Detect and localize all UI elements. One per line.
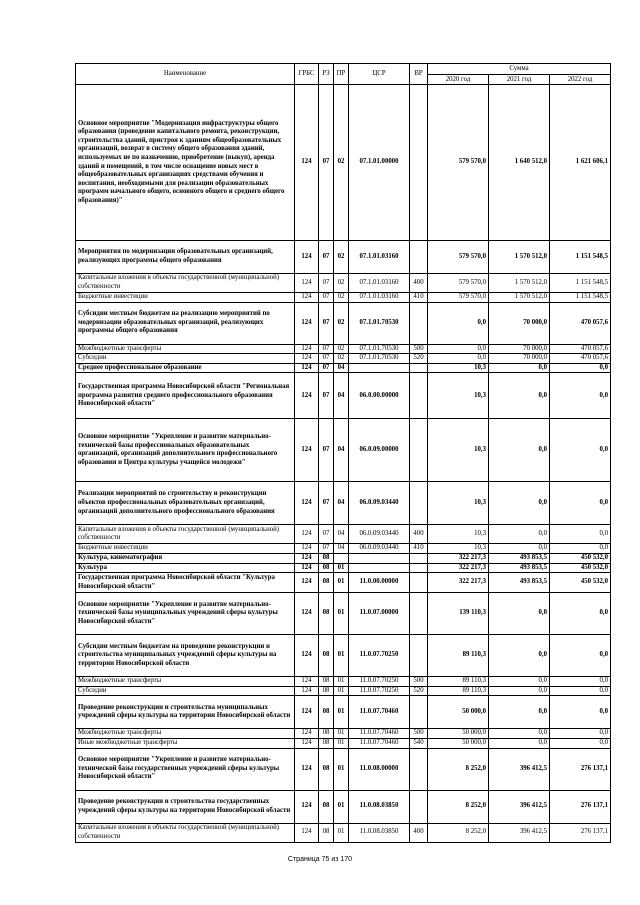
row-vr	[410, 373, 428, 419]
row-pr: 01	[334, 748, 349, 790]
row-csr: 07.1.01.70530	[349, 354, 410, 364]
row-pr: 02	[334, 293, 349, 303]
row-sum-2020: 50 000,0	[428, 696, 489, 729]
row-rz: 08	[319, 729, 334, 739]
row-name: Государственная программа Новосибирской области "Культура Новосибирской области"	[76, 573, 295, 593]
row-grbs: 124	[295, 738, 319, 748]
header-rz: РЗ	[319, 64, 334, 85]
row-grbs: 124	[295, 729, 319, 739]
row-sum-2020: 0,0	[428, 354, 489, 364]
table-row	[76, 274, 611, 293]
row-sum-2020: 322 217,3	[428, 573, 489, 593]
row-sum-2020: 89 110,3	[428, 635, 489, 677]
row-pr: 02	[334, 344, 349, 354]
row-grbs: 124	[295, 544, 319, 554]
row-csr: 11.0.07.70460	[349, 738, 410, 748]
table-row	[76, 738, 611, 748]
row-csr: 07.1.01.00000	[349, 85, 410, 241]
row-sum-2020: 579 570,0	[428, 241, 489, 274]
row-grbs: 124	[295, 748, 319, 790]
row-vr	[410, 696, 428, 729]
table-row	[76, 573, 611, 593]
table-row	[76, 482, 611, 525]
row-vr	[410, 635, 428, 677]
row-rz: 07	[319, 293, 334, 303]
row-rz: 07	[319, 344, 334, 354]
row-grbs: 124	[295, 419, 319, 482]
row-grbs: 124	[295, 241, 319, 274]
row-rz: 08	[319, 573, 334, 593]
row-name: Межбюджетные трансферты	[76, 677, 295, 687]
row-sum-2020: 322 217,3	[428, 553, 489, 563]
row-rz: 07	[319, 544, 334, 554]
row-sum-2021: 1 640 512,0	[489, 85, 550, 241]
table-row	[76, 790, 611, 823]
row-vr: 520	[410, 686, 428, 696]
row-rz: 08	[319, 696, 334, 729]
row-sum-2020: 10,3	[428, 525, 489, 544]
row-grbs: 124	[295, 823, 319, 842]
row-csr	[349, 553, 410, 563]
row-rz: 08	[319, 553, 334, 563]
row-sum-2021: 0,0	[489, 686, 550, 696]
row-vr: 410	[410, 544, 428, 554]
row-csr: 07.1.01.03160	[349, 293, 410, 303]
row-name: Субсидии	[76, 354, 295, 364]
row-sum-2022: 1 151 548,5	[550, 274, 611, 293]
table-row	[76, 635, 611, 677]
row-vr	[410, 573, 428, 593]
row-pr: 01	[334, 686, 349, 696]
table-row	[76, 241, 611, 274]
row-grbs: 124	[295, 363, 319, 373]
row-csr: 11.0.07.70250	[349, 686, 410, 696]
row-sum-2020: 8 252,0	[428, 748, 489, 790]
table-row	[76, 544, 611, 554]
row-grbs: 124	[295, 274, 319, 293]
header-name: Наименование	[76, 64, 295, 85]
row-sum-2021: 70 000,0	[489, 354, 550, 364]
table-row	[76, 302, 611, 344]
row-name: Субсидии местным бюджетам на реализацию мероприятий по модернизации образовательных организаций, реализующих программы общего образования	[76, 302, 295, 344]
row-vr: 400	[410, 823, 428, 842]
row-sum-2022: 0,0	[550, 696, 611, 729]
row-csr: 07.1.01.03160	[349, 241, 410, 274]
row-csr: 06.0.09.03440	[349, 482, 410, 525]
row-sum-2021: 0,0	[489, 635, 550, 677]
table-row	[76, 293, 611, 303]
row-sum-2022: 276 137,1	[550, 823, 611, 842]
row-grbs: 124	[295, 563, 319, 573]
row-vr: 540	[410, 738, 428, 748]
header-vr: ВР	[410, 64, 428, 85]
row-sum-2020: 579 570,0	[428, 293, 489, 303]
row-grbs: 124	[295, 344, 319, 354]
row-grbs: 124	[295, 373, 319, 419]
row-sum-2021: 0,0	[489, 363, 550, 373]
budget-table	[75, 63, 611, 843]
header-grbs: ГРБС	[295, 64, 319, 85]
row-grbs: 124	[295, 354, 319, 364]
row-name: Субсидии местным бюджетам на проведение реконструкции и строительства муниципальных учреждений сферы культуры на территории Новосибирской области	[76, 635, 295, 677]
row-name: Основное мероприятие "Укрепление и развитие материально-технической базы государственных учреждений сферы культуры Новосибирской области"	[76, 748, 295, 790]
row-sum-2020: 10,3	[428, 373, 489, 419]
row-pr: 01	[334, 563, 349, 573]
row-grbs: 124	[295, 302, 319, 344]
row-vr	[410, 593, 428, 635]
row-sum-2021: 396 412,5	[489, 748, 550, 790]
table-row	[76, 354, 611, 364]
row-vr	[410, 241, 428, 274]
row-sum-2022: 0,0	[550, 373, 611, 419]
row-vr	[410, 563, 428, 573]
row-sum-2022: 0,0	[550, 635, 611, 677]
row-pr: 01	[334, 790, 349, 823]
row-name: Проведение реконструкции и строительства государственных учреждений сферы культуры на территории Новосибирской области	[76, 790, 295, 823]
row-pr: 04	[334, 544, 349, 554]
row-vr: 500	[410, 344, 428, 354]
row-rz: 07	[319, 419, 334, 482]
row-name: Основное мероприятие "Модернизация инфраструктуры общего образования (проведение капитального ремонта, реконструкции, строительства зданий, пристроя к зданиям общеобразовательных организаций, возврат в систему общего образования зданий, используемых не по назначению, приобретение (выкуп), аренда зданий и помещений, в том числе оснащение новых мест в общеобразовательных организациях средствами обучения и воспитания, необходимыми для реализации образовательных программ начального общего, основного общего и среднего общего образования)"	[76, 85, 295, 241]
row-sum-2022: 0,0	[550, 419, 611, 482]
row-csr: 06.0.09.03440	[349, 525, 410, 544]
row-sum-2020: 579 570,0	[428, 85, 489, 241]
header-year-2022: 2022 год	[550, 74, 611, 85]
row-vr	[410, 482, 428, 525]
row-vr	[410, 85, 428, 241]
row-sum-2020: 50 000,0	[428, 738, 489, 748]
row-sum-2021: 493 853,5	[489, 553, 550, 563]
row-name: Капитальные вложения в объекты государственной (муниципальной) собственности	[76, 274, 295, 293]
table-body	[76, 85, 611, 843]
row-sum-2022: 470 057,6	[550, 354, 611, 364]
row-csr: 11.0.07.70460	[349, 729, 410, 739]
row-rz: 08	[319, 790, 334, 823]
row-sum-2022: 450 532,0	[550, 553, 611, 563]
row-name: Межбюджетные трансферты	[76, 344, 295, 354]
row-sum-2020: 10,3	[428, 363, 489, 373]
row-csr: 07.1.01.70530	[349, 344, 410, 354]
row-sum-2020: 10,3	[428, 482, 489, 525]
row-sum-2021: 1 570 512,0	[489, 274, 550, 293]
row-rz: 07	[319, 525, 334, 544]
row-sum-2022: 0,0	[550, 544, 611, 554]
row-name: Государственная программа Новосибирской области "Региональная программа развития среднего профессионального образования Новосибирской области"	[76, 373, 295, 419]
row-grbs: 124	[295, 677, 319, 687]
row-pr: 02	[334, 85, 349, 241]
row-vr: 410	[410, 293, 428, 303]
row-rz: 08	[319, 748, 334, 790]
row-pr: 02	[334, 274, 349, 293]
row-pr: 01	[334, 729, 349, 739]
row-name: Культура, кинематография	[76, 553, 295, 563]
row-sum-2022: 1 151 548,5	[550, 241, 611, 274]
table-row	[76, 748, 611, 790]
row-name: Среднее профессиональное образование	[76, 363, 295, 373]
row-name: Межбюджетные трансферты	[76, 729, 295, 739]
row-rz: 08	[319, 738, 334, 748]
row-name: Капитальные вложения в объекты государственной (муниципальной) собственности	[76, 823, 295, 842]
row-sum-2020: 0,0	[428, 302, 489, 344]
row-name: Бюджетные инвестиции	[76, 544, 295, 554]
row-rz: 07	[319, 373, 334, 419]
table-row	[76, 344, 611, 354]
row-sum-2021: 0,0	[489, 729, 550, 739]
row-sum-2021: 0,0	[489, 419, 550, 482]
row-sum-2021: 0,0	[489, 738, 550, 748]
row-vr	[410, 748, 428, 790]
row-sum-2021: 396 412,5	[489, 823, 550, 842]
row-sum-2020: 8 252,0	[428, 823, 489, 842]
row-pr: 04	[334, 482, 349, 525]
row-name: Капитальные вложения в объекты государственной (муниципальной) собственности	[76, 525, 295, 544]
row-rz: 07	[319, 354, 334, 364]
row-sum-2021: 0,0	[489, 373, 550, 419]
row-csr: 11.0.07.00000	[349, 593, 410, 635]
table-row	[76, 525, 611, 544]
row-pr: 01	[334, 573, 349, 593]
table-row	[76, 363, 611, 373]
table-row	[76, 686, 611, 696]
row-pr: 02	[334, 302, 349, 344]
row-grbs: 124	[295, 553, 319, 563]
table-row	[76, 553, 611, 563]
row-pr: 04	[334, 419, 349, 482]
row-csr: 06.0.09.00000	[349, 419, 410, 482]
row-sum-2021: 0,0	[489, 696, 550, 729]
row-vr: 500	[410, 677, 428, 687]
row-sum-2021: 1 570 512,0	[489, 241, 550, 274]
row-rz: 07	[319, 274, 334, 293]
header-csr: ЦСР	[349, 64, 410, 85]
row-sum-2022: 0,0	[550, 729, 611, 739]
row-name: Субсидии	[76, 686, 295, 696]
row-sum-2020: 10,3	[428, 544, 489, 554]
row-sum-2020: 139 110,3	[428, 593, 489, 635]
row-sum-2022: 276 137,1	[550, 748, 611, 790]
row-name: Реализация мероприятий по строительству и реконструкции объектов профессиональных образовательных организаций, организаций дополнительного профессионального образования	[76, 482, 295, 525]
row-pr: 01	[334, 635, 349, 677]
row-sum-2021: 493 853,5	[489, 573, 550, 593]
row-grbs: 124	[295, 696, 319, 729]
row-grbs: 124	[295, 635, 319, 677]
table-row	[76, 729, 611, 739]
row-pr: 01	[334, 823, 349, 842]
table-row	[76, 85, 611, 241]
row-sum-2021: 396 412,5	[489, 790, 550, 823]
row-csr: 11.0.00.00000	[349, 573, 410, 593]
row-csr: 11.0.08.03850	[349, 823, 410, 842]
row-pr: 01	[334, 738, 349, 748]
row-vr	[410, 553, 428, 563]
row-grbs: 124	[295, 686, 319, 696]
row-csr: 11.0.08.03850	[349, 790, 410, 823]
row-sum-2021: 1 570 512,0	[489, 293, 550, 303]
row-grbs: 124	[295, 593, 319, 635]
table-row	[76, 419, 611, 482]
row-sum-2022: 0,0	[550, 482, 611, 525]
row-name: Иные межбюджетные трансферты	[76, 738, 295, 748]
row-rz: 07	[319, 363, 334, 373]
page-footer: Страница 75 из 170	[287, 856, 353, 863]
row-grbs: 124	[295, 525, 319, 544]
row-sum-2022: 1 621 606,1	[550, 85, 611, 241]
row-sum-2020: 0,0	[428, 344, 489, 354]
row-csr: 11.0.07.70250	[349, 677, 410, 687]
table-row	[76, 593, 611, 635]
table-row	[76, 677, 611, 687]
row-name: Проведение реконструкции и строительства муниципальных учреждений сферы культуры на территории Новосибирской области	[76, 696, 295, 729]
row-csr	[349, 563, 410, 573]
row-vr: 500	[410, 729, 428, 739]
row-sum-2022: 0,0	[550, 686, 611, 696]
row-sum-2020: 50 000,0	[428, 729, 489, 739]
row-csr: 07.1.01.03160	[349, 274, 410, 293]
row-name: Культура	[76, 563, 295, 573]
row-csr: 07.1.01.70530	[349, 302, 410, 344]
row-grbs: 124	[295, 293, 319, 303]
row-rz: 08	[319, 677, 334, 687]
row-pr: 01	[334, 593, 349, 635]
row-sum-2022: 276 137,1	[550, 790, 611, 823]
row-name: Мероприятия по модернизации образовательных организаций, реализующих программы общего образования	[76, 241, 295, 274]
row-sum-2021: 0,0	[489, 544, 550, 554]
row-grbs: 124	[295, 573, 319, 593]
row-csr	[349, 363, 410, 373]
row-name: Основное мероприятие "Укрепление и развитие материально-технической базы муниципальных учреждений сферы культуры Новосибирской области"	[76, 593, 295, 635]
header-pr: ПР	[334, 64, 349, 85]
row-sum-2022: 0,0	[550, 677, 611, 687]
row-pr	[334, 553, 349, 563]
row-sum-2021: 0,0	[489, 525, 550, 544]
row-sum-2021: 493 853,5	[489, 563, 550, 573]
row-csr: 11.0.07.70250	[349, 635, 410, 677]
row-sum-2021: 0,0	[489, 677, 550, 687]
row-sum-2022: 450 532,0	[550, 573, 611, 593]
row-sum-2020: 89 110,3	[428, 677, 489, 687]
row-sum-2022: 0,0	[550, 363, 611, 373]
row-csr: 11.0.08.00000	[349, 748, 410, 790]
row-pr: 01	[334, 677, 349, 687]
row-sum-2022: 470 057,6	[550, 344, 611, 354]
row-sum-2020: 8 252,0	[428, 790, 489, 823]
row-sum-2021: 0,0	[489, 482, 550, 525]
row-vr: 400	[410, 525, 428, 544]
row-sum-2022: 0,0	[550, 525, 611, 544]
row-csr: 11.0.07.70460	[349, 696, 410, 729]
row-csr: 06.0.09.03440	[349, 544, 410, 554]
row-rz: 08	[319, 686, 334, 696]
row-rz: 07	[319, 482, 334, 525]
row-grbs: 124	[295, 790, 319, 823]
table-row	[76, 696, 611, 729]
row-sum-2022: 470 057,6	[550, 302, 611, 344]
header-year-2021: 2021 год	[489, 74, 550, 85]
header-year-2020: 2020 год	[428, 74, 489, 85]
row-pr: 01	[334, 696, 349, 729]
row-rz: 08	[319, 593, 334, 635]
table-row	[76, 563, 611, 573]
row-sum-2020: 89 110,3	[428, 686, 489, 696]
row-sum-2021: 70 000,0	[489, 302, 550, 344]
row-rz: 07	[319, 241, 334, 274]
row-name: Бюджетные инвестиции	[76, 293, 295, 303]
row-vr	[410, 302, 428, 344]
row-rz: 07	[319, 85, 334, 241]
row-vr	[410, 419, 428, 482]
row-pr: 02	[334, 354, 349, 364]
row-sum-2022: 1 151 548,5	[550, 293, 611, 303]
row-vr	[410, 790, 428, 823]
row-vr: 400	[410, 274, 428, 293]
row-sum-2020: 322 217,3	[428, 563, 489, 573]
row-vr	[410, 363, 428, 373]
row-grbs: 124	[295, 85, 319, 241]
row-rz: 08	[319, 635, 334, 677]
row-csr: 06.0.00.00000	[349, 373, 410, 419]
row-pr: 04	[334, 363, 349, 373]
row-rz: 08	[319, 563, 334, 573]
row-grbs: 124	[295, 482, 319, 525]
row-sum-2021: 70 000,0	[489, 344, 550, 354]
row-pr: 04	[334, 525, 349, 544]
header-sum: Сумма	[428, 64, 611, 75]
row-pr: 02	[334, 241, 349, 274]
table-row	[76, 823, 611, 842]
row-rz: 07	[319, 302, 334, 344]
row-rz: 08	[319, 823, 334, 842]
row-sum-2021: 0,0	[489, 593, 550, 635]
row-sum-2020: 10,3	[428, 419, 489, 482]
row-sum-2022: 0,0	[550, 593, 611, 635]
table-row	[76, 373, 611, 419]
row-sum-2020: 579 570,0	[428, 274, 489, 293]
row-name: Основное мероприятие "Укрепление и развитие материально-технической базы профессиональных образовательных организаций, организаций дополнительного профессионального образования и Центра культуры учащейся молодежи"	[76, 419, 295, 482]
row-pr: 04	[334, 373, 349, 419]
row-sum-2022: 450 532,0	[550, 563, 611, 573]
row-sum-2022: 0,0	[550, 738, 611, 748]
row-vr: 520	[410, 354, 428, 364]
